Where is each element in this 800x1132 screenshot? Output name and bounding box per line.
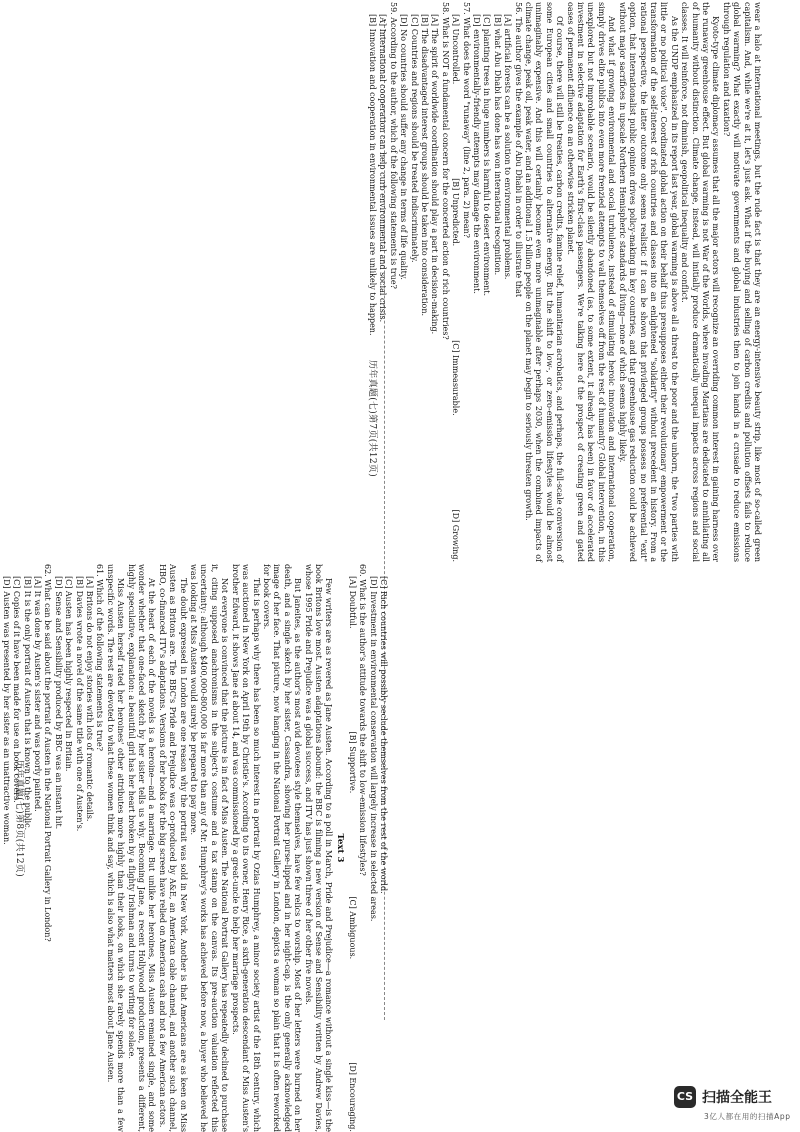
option: [D] Austen was presented by her sister as an unattractive woman. [1, 576, 11, 845]
option: [A] Doubtful. [347, 576, 357, 629]
watermark-brand: 扫描全能王 [702, 1090, 772, 1106]
option: [B] what Abu Dhabi has done has won international recognition. [492, 14, 502, 276]
question-62: 62. What can be said about the portrait of Austen in the National Portrait Gallery in London? [43, 564, 53, 942]
paragraph: At the heart of each of the novels is a heroine—and a marriage. But unlike her heroines, Miss Austen remained single, and some wonder whether that one-faced sketch by her sister tells us why. Becoming Jane, a recent Hollywood production, presents a different, highly speculative, explanation: a beautiful girl has her heart broken by a flighty Irishman and turns to writing for solace. [126, 564, 157, 1132]
paragraph: Few writers are as revered as Jane Austen. According to a poll in March, Pride and Prejudice—a romance without a single kiss—is the book Britons love most. Austen adaptations abound: the BBC is filming a new version of Sense and Sensibility written by Andrew Davies, whose 1995 Pride and Prejudice was a global success, and ITV has just shown three of her other five novels. [303, 564, 334, 1132]
watermark-tagline: 3亿人都在用的扫描App [704, 1112, 791, 1121]
option: [C] Immeasurable. [451, 340, 461, 416]
scanner-watermark [674, 1085, 796, 1125]
option: [D] No countries should suffer any change in terms of life quality. [399, 14, 409, 280]
paragraph: Kyoto-type climate diplomacy assumes that all the major actors will recognize an overriding common interest in gaining harness over the runaway greenhouse effect. But global warming is not War of the Worlds, where invading Martians are dedicated to annihilating all of humanity without distinction. Climate change, instead, will initially produce dramatically unequal impacts across regions and social classes. It will reinforce, not diminish, geopolitical inequality and conflict. [680, 2, 721, 562]
question-61: 61. Which of the following statements is true? [95, 564, 105, 752]
option: [D] Growing. [451, 509, 461, 562]
camscanner-logo-icon: CS [674, 1086, 696, 1108]
option: [B] The disadvantaged interest groups should be taken into consideration. [420, 14, 429, 317]
question-59: 59. According to the author, which of the following statements is true? [388, 2, 398, 289]
paragraph: Miss Austen herself rated her heroines' other attributes more highly than their looks, on which she rarely spends more than a few unspecific words. The rest are devoted to what these women think and say, which is also what matters most about Jane Austen. [105, 564, 126, 1132]
question-57: 57. What does the word "runaway" (line 2, para. 2) mean? [461, 2, 471, 238]
options-row [346, 564, 356, 1132]
paragraph: wear a halo at international meetings, but the rude fact is that they are an energy-intensive beauty strip, like most of so-called green capitalism. And, while we're at it, let's just ask. What if the buying and selling of carbon credits and pollution offsets fails to reduce global warming? What exactly will motivate governments and global industries then to join hands in a crusade to reduce emissions through regulation and taxation? [721, 2, 762, 562]
option: [C] Austen has been highly respected in Britain. [64, 576, 74, 772]
paragraph: As the UNDP emphasized in its report last year, global warming is above all a threat to the poor and the unborn, the "two parties with little or no political voice". Coordinated global action on their behalf thus presupposes either their revolutionary empowerment or the transformation of the self-interest of rich countries and classes into an enlightened "solidarity" without precedent in history. From a rational perspective, the latter outcome only seems realistic if it can be shown that privileged groups possess no preferential "exit" option, that internationalist public opinion drives policy-making in key countries, and that greenhouse gas reduction could be achieved without major sacrifices in upscale Northern Hemispheric standards of living—none of which seems highly likely. [617, 2, 679, 562]
question-58: 58. What is NOT a fundamental concern for the concerted action of rich countries? [440, 2, 450, 340]
option: [B] Innovation and cooperation in environmental issues are unlikely to happen. [367, 14, 377, 336]
option: [A] The spirit of worldwide coordination should play a part in decision-making. [430, 14, 440, 335]
page-footer-7: 历年真题(七)第7页(共12页) [367, 360, 377, 478]
option: [C] Ambiguous. [347, 896, 357, 960]
paragraph: The doubt expressed in London are one reason why the portrait was sold in New York. Another is that Americans are as keen on Miss Austen as Britons are. The BBC's Pride and Prejudice was co-produced by A&E, an American cable channel, and another such channel, HBO, co-financed ITV's adaptations. Versions of her books for the big screen have relied on American cash and not a few American actors. [157, 564, 188, 1132]
question-56: 56. The author gives the example of Abu Dhabi in order to illustrate that [513, 2, 523, 298]
option: [B] It is the only portrait of Austen that is known to the public. [22, 576, 32, 831]
option: [B] Unpredicted. [451, 178, 461, 247]
paragraph: Not everyone is convinced that the picture is in fact of Miss Austen. The National Portrait Gallery has repeatedly declined to purchase it, citing supposed anachronisms in the subject's costume and a tax stamp on the canvas. Its pre-auction valuation reflected this uncertainty: although $400,000-800,000 is far more than any of Mr. Humphrey's works has achieved before now, a buyer who believed he was looking at Miss Austen would surely be prepared to pay more. [189, 564, 230, 1132]
paragraph: Of course, there will still be treaties, carbon credits, famine relief, humanitarian acrobatics, and perhaps, the full-scale conversion of some European cities and small countries to alternative energy. But the shift to low-, or zero-emission lifestyles would be almost unimaginably expensive. And this will certainly become even more unimaginable after perhaps 2030, when the combined impacts of climate change, peak oil, peak water, and an additional 1.5 billion people on the planet may begin to seriously threaten growth. [524, 2, 565, 562]
option: [A] It was done by Austen's sister and was poorly painted. [33, 576, 42, 812]
option: [D] Encouraging. [347, 1062, 357, 1132]
option: [A] Uncontrolled. [451, 14, 461, 85]
paragraph: That is perhaps why there has been so much interest in a portrait by Ozias Humphrey, a minor society artist of the 18th century, which was auctioned in New York on April 19th by Christie's. According to its owner, Henry Rice, a sixth-generation descendant of Miss Austen's brother Edward, it shows Jane at about 14, and was commissioned by a great-uncle to help her marriage prospects. [230, 564, 261, 1132]
option: [C] Countries and regions should be treated indiscriminately. [409, 14, 419, 263]
option: [B] Supportive. [347, 731, 357, 794]
option: [B] Davies wrote a novel of the same title with one of Austen's. [74, 576, 84, 832]
option: [A] International cooperation can help curb environmental and social crisis. [378, 14, 388, 323]
section-title: Text 3 [335, 833, 346, 863]
paragraph: But Janeites, as the author's most avid devotees style themselves, have few relics to worship. Most of her letters were burned on her death, and a single sketch by her sister, Cassandra, showing her purse-lipped and in her night-cap, is the only generally acknowledged image of her face. That picture, now hanging in the National Portrait Gallery in London, depicts a woman so plain that it is often reworked for book covers. [261, 564, 303, 1132]
option: [D] Investment in environmental conservation will largely increase in selected areas. [368, 576, 378, 922]
option: [A] Britons do not enjoy stories with lots of romantic details. [85, 576, 95, 822]
option: [C] Copies of it have been made for use on book covers. [12, 576, 22, 803]
option: [A] artificial forests can be a solution to environmental problems. [503, 14, 513, 280]
page-footer-8: 历年真题(七)第8页(共12页) [14, 760, 24, 878]
option: [D] Sense and Sensibility produced by BBC was an instant hit. [53, 576, 63, 830]
paragraph: And what if growing environmental and social turbulence, instead of stimulating heroic innovation and international cooperation, simply drives elite publics into even more frenzied attempts to wall themselves off from the rest of humanity? Global intervention, in this unexplored but not improbable scenario, would be silently abandoned (as, to some extent, it already has been) in favor of accelerated investment in selective adaptation for Earth's first-class passengers. We're talking here of the prospect of creating green and gated oases of permanent affluence on an otherwise stricken planet. [565, 2, 617, 562]
option: [C] planting trees in huge numbers is harmful to desert environment. [482, 14, 492, 297]
option: [C] Rich countries will possibly seclude themselves from the rest of the world. [379, 576, 388, 894]
options-row [450, 2, 460, 562]
question-60: 60. What is the author's attitude towards the shift to low-emission lifestyles? [358, 564, 368, 876]
page-8 [1, 564, 388, 1132]
option: [D] environmentally-friendly attempts may damage the environment. [472, 14, 482, 294]
